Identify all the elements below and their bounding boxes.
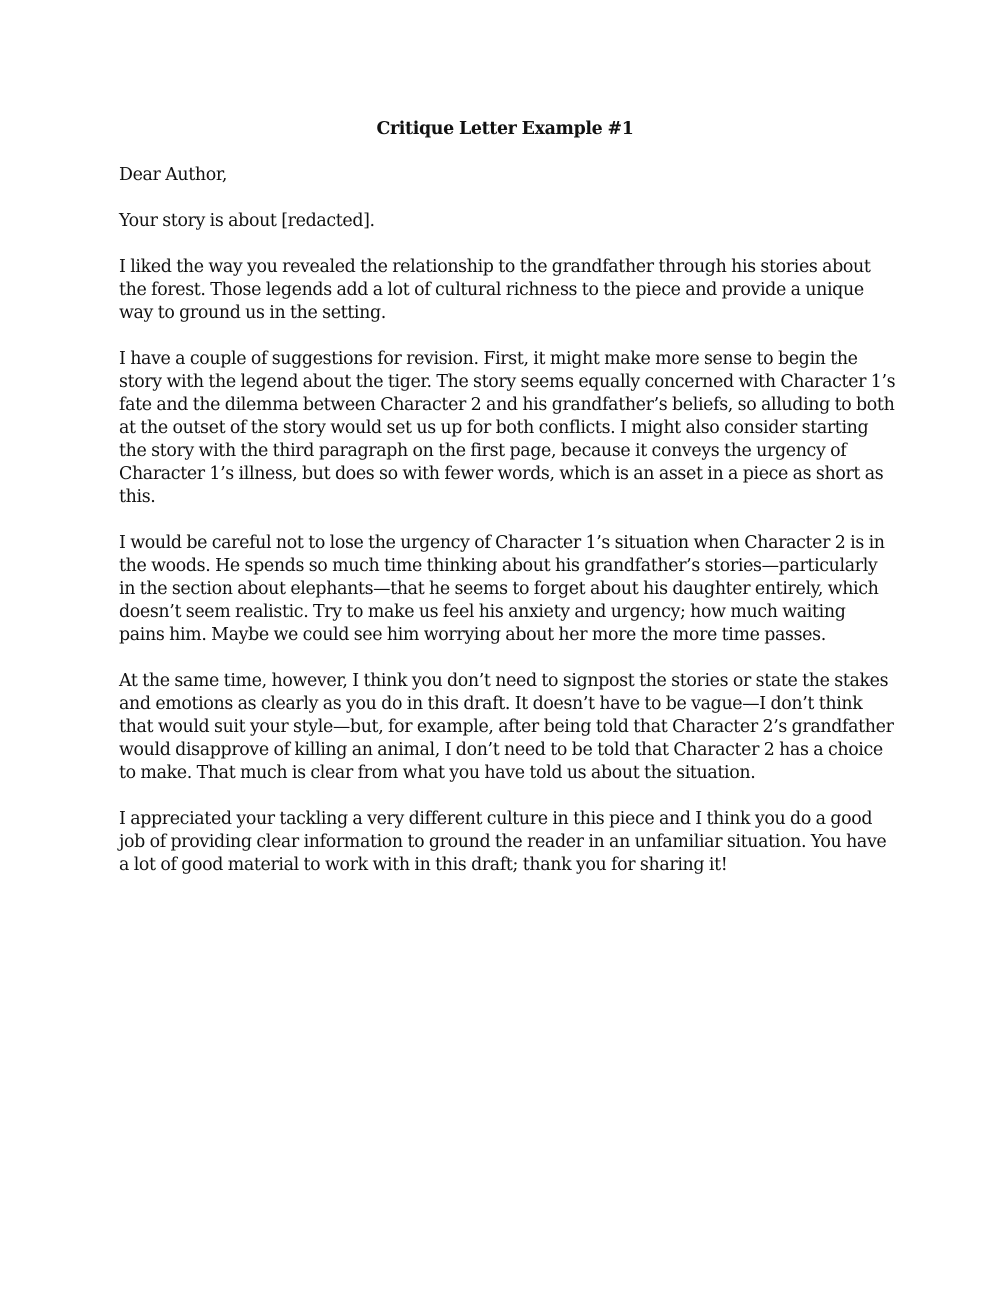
paragraph-line: Character 1’s illness, but does so with fewer words, which is an asset in a piece as short as — [119, 464, 884, 484]
paragraph-line: pains him. Maybe we could see him worrying about her more the more time passes. — [119, 625, 826, 645]
paragraph-line: job of providing clear information to ground the reader in an unfamiliar situation. You have — [119, 832, 887, 852]
paragraph — [119, 348, 896, 509]
paragraph-line: story with the legend about the tiger. The story seems equally concerned with Character 1’s — [119, 372, 896, 392]
paragraph-line: I would be careful not to lose the urgency of Character 1’s situation when Character 2 is in — [119, 533, 885, 553]
paragraph-line: in the section about elephants—that he seems to forget about his daughter entirely, which — [119, 579, 879, 599]
paragraph-line: and emotions as clearly as you do in this draft. It doesn’t have to be vague—I don’t think — [119, 694, 863, 714]
paragraph-line: that would suit your style—but, for example, after being told that Character 2’s grandfather — [119, 717, 894, 737]
paragraph-line: Your story is about [redacted]. — [119, 211, 375, 231]
paragraph-line: the story with the third paragraph on the first page, because it conveys the urgency of — [119, 441, 847, 461]
greeting-line: Dear Author, — [119, 165, 228, 185]
paragraph — [119, 808, 891, 877]
paragraph-line: a lot of good material to work with in this draft; thank you for sharing it! — [119, 855, 728, 875]
paragraph-line: this. — [119, 487, 156, 507]
paragraph — [119, 210, 891, 233]
paragraph-line: would disapprove of killing an animal, I don’t need to be told that Character 2 has a choice — [119, 740, 883, 760]
paragraph-line: way to ground us in the setting. — [119, 303, 386, 323]
paragraph-line: At the same time, however, I think you don’t need to signpost the stories or state the stakes — [119, 671, 889, 691]
document-title: Critique Letter Example #1 — [376, 119, 634, 139]
paragraph-line: doesn’t seem realistic. Try to make us feel his anxiety and urgency; how much waiting — [119, 602, 846, 622]
paragraph — [119, 670, 894, 785]
letter-body — [119, 210, 896, 877]
paragraph-line: I liked the way you revealed the relationship to the grandfather through his stories about — [119, 257, 871, 277]
paragraph-line: the woods. He spends so much time thinking about his grandfather’s stories—particularly — [119, 556, 878, 576]
critique-letter — [119, 118, 896, 900]
paragraph-line: to make. That much is clear from what you have told us about the situation. — [119, 763, 756, 783]
paragraph-line: the forest. Those legends add a lot of cultural richness to the piece and provide a unique — [119, 280, 864, 300]
paragraph — [119, 256, 891, 325]
paragraph — [119, 532, 891, 647]
paragraph-line: I have a couple of suggestions for revision. First, it might make more sense to begin the — [119, 349, 858, 369]
greeting — [119, 164, 891, 187]
paragraph-line: at the outset of the story would set us up for both conflicts. I might also consider starting — [119, 418, 869, 438]
paragraph-line: fate and the dilemma between Character 2 and his grandfather’s beliefs, so alluding to both — [119, 395, 895, 415]
paragraph-line: I appreciated your tackling a very different culture in this piece and I think you do a good — [119, 809, 873, 829]
